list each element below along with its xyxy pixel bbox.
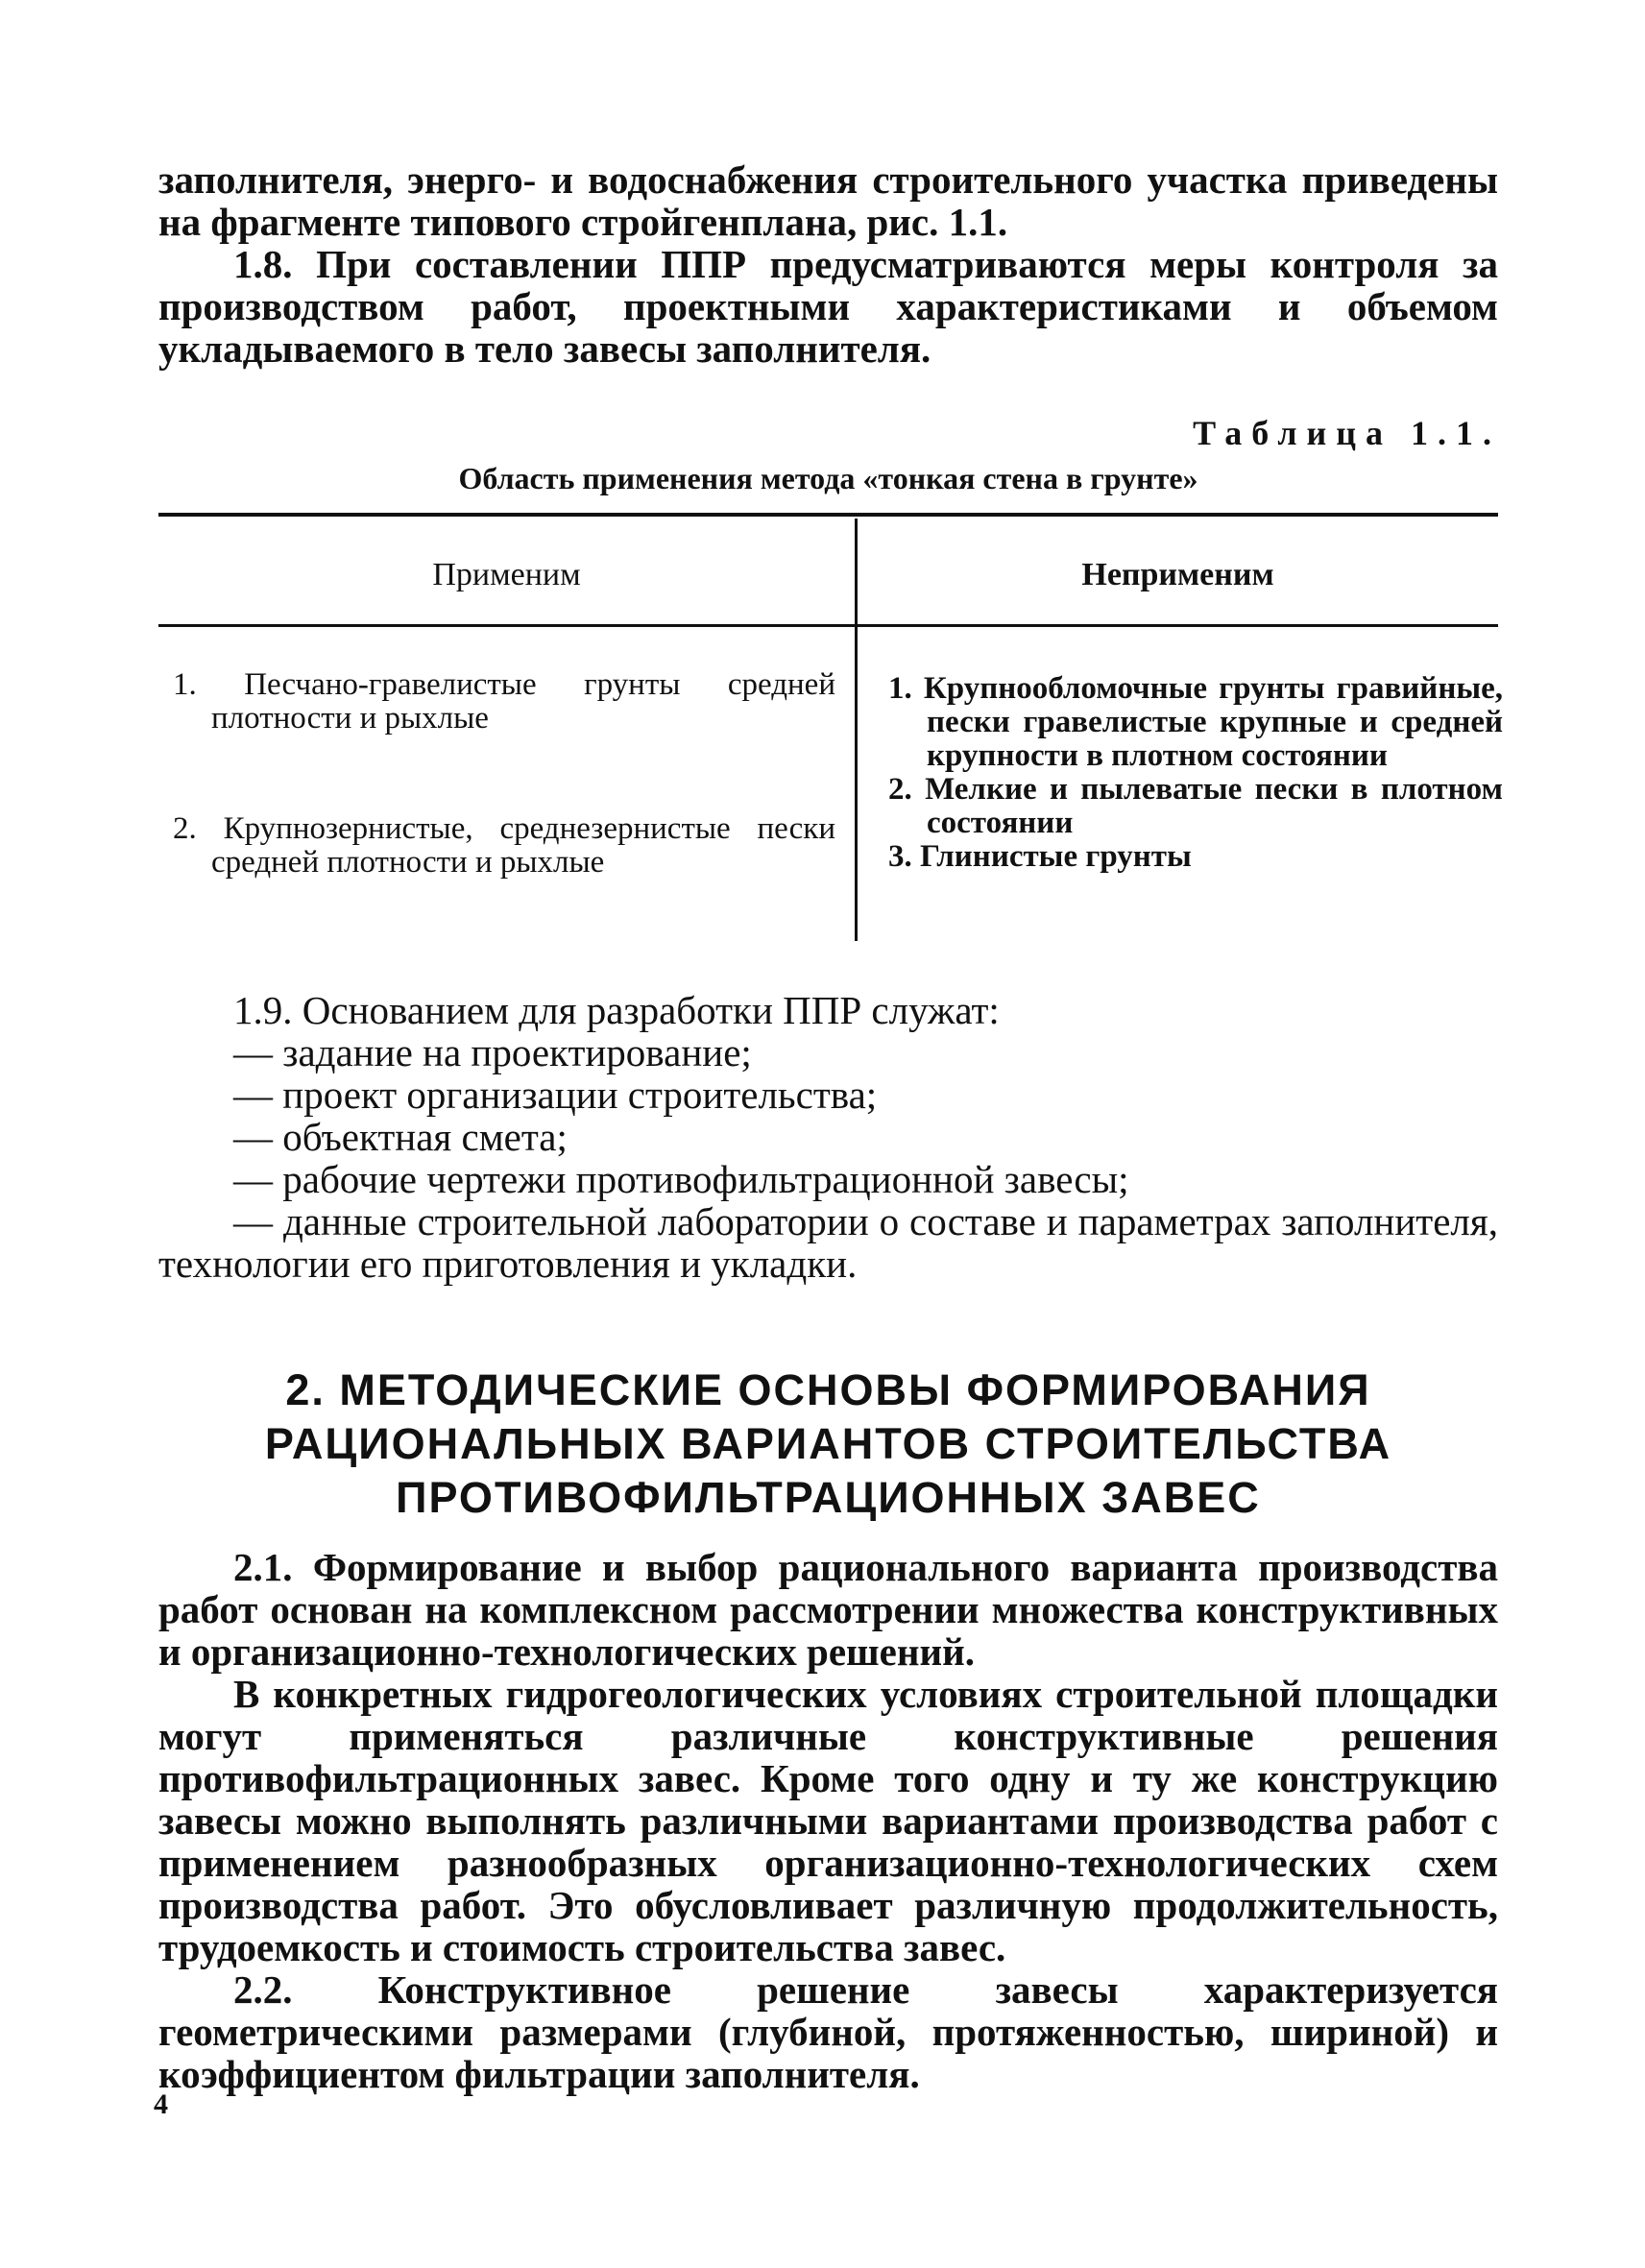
table-title: Область применения метода «тонкая стена в грунте» <box>458 461 1198 495</box>
table-column-not-applicable <box>879 672 1503 874</box>
table-cell: 3. Глинистые грунты <box>888 839 1192 874</box>
section-heading <box>158 1363 1498 1525</box>
paragraph-1-8: 1.8. При составлении ППР предусматриваются меры контроля за производством работ, проектными характеристиками и объемом укладываемого в тело завесы заполнителя. <box>158 242 1498 371</box>
heading-line: РАЦИОНАЛЬНЫХ ВАРИАНТОВ СТРОИТЕЛЬСТВА <box>264 1419 1392 1468</box>
table-cell: 1. Крупнообломочные грунты гравийные, пески гравелистые крупные и средней крупности в плотном состоянии <box>888 671 1503 773</box>
section2-body <box>158 1546 1498 2095</box>
table-header-rule <box>158 624 1498 627</box>
paragraph-lead: 1.9. Основанием для разработки ППР служат: <box>233 988 1000 1032</box>
table-top-rule <box>158 513 1498 517</box>
table-cell: 2. Мелкие и пылеватые пески в плотном состоянии <box>888 772 1503 840</box>
table-column-applicable <box>163 668 835 880</box>
table-cell: 2. Крупнозернистые, среднезернистые пески средней плотности и рыхлые <box>173 811 835 880</box>
heading-line: ПРОТИВОФИЛЬТРАЦИОННЫХ ЗАВЕС <box>396 1473 1261 1522</box>
table-cell: 1. Песчано-гравелистые грунты средней плотности и рыхлые <box>173 667 835 736</box>
paragraph-1-9 <box>158 989 1498 1285</box>
page-number: 4 <box>154 2088 168 2120</box>
table-header-not-applicable: Неприменим <box>1081 557 1274 592</box>
list-item: — данные строительной лаборатории о составе и параметрах заполнителя, технологии его приготовления и укладки. <box>158 1199 1498 1286</box>
paragraph-2-1b: В конкретных гидрогеологических условиях строительной площадки могут применяться различные конструктивные решения противофильтрационных завес. Кроме того одну и ту же конструкцию завесы можно выполнять различными вариантами производства работ с применением разнообразных организационно-технологических схем производства работ. Это обусловливает различную продолжительность, трудоемкость и стоимость строительства завес. <box>158 1672 1498 1969</box>
list-item: — проект организации строительства; <box>233 1073 878 1117</box>
list-item: — объектная смета; <box>233 1115 568 1159</box>
heading-line: 2. МЕТОДИЧЕСКИЕ ОСНОВЫ ФОРМИРОВАНИЯ <box>285 1365 1371 1414</box>
list-item: — задание на проектирование; <box>233 1030 752 1074</box>
paragraph-2-1: 2.1. Формирование и выбор рационального варианта производства работ основан на комплексном рассмотрении множества конструктивных и организационно-технологических решений. <box>158 1545 1498 1674</box>
list-item: — рабочие чертежи противофильтрационной завесы; <box>233 1157 1129 1201</box>
paragraph-2-2: 2.2. Конструктивное решение завесы характеризуется геометрическими размерами (глубиной, протяженностью, шириной) и коэффициентом фильтрации заполнителя. <box>158 1967 1498 2096</box>
intro-text <box>158 158 1498 370</box>
paragraph-continuation: заполнителя, энерго- и водоснабжения строительного участка приведены на фрагменте типового стройгенплана, рис. 1.1. <box>158 157 1498 244</box>
table-header-applicable: Применим <box>432 557 581 592</box>
table-caption: Таблица 1.1. <box>1193 414 1501 452</box>
